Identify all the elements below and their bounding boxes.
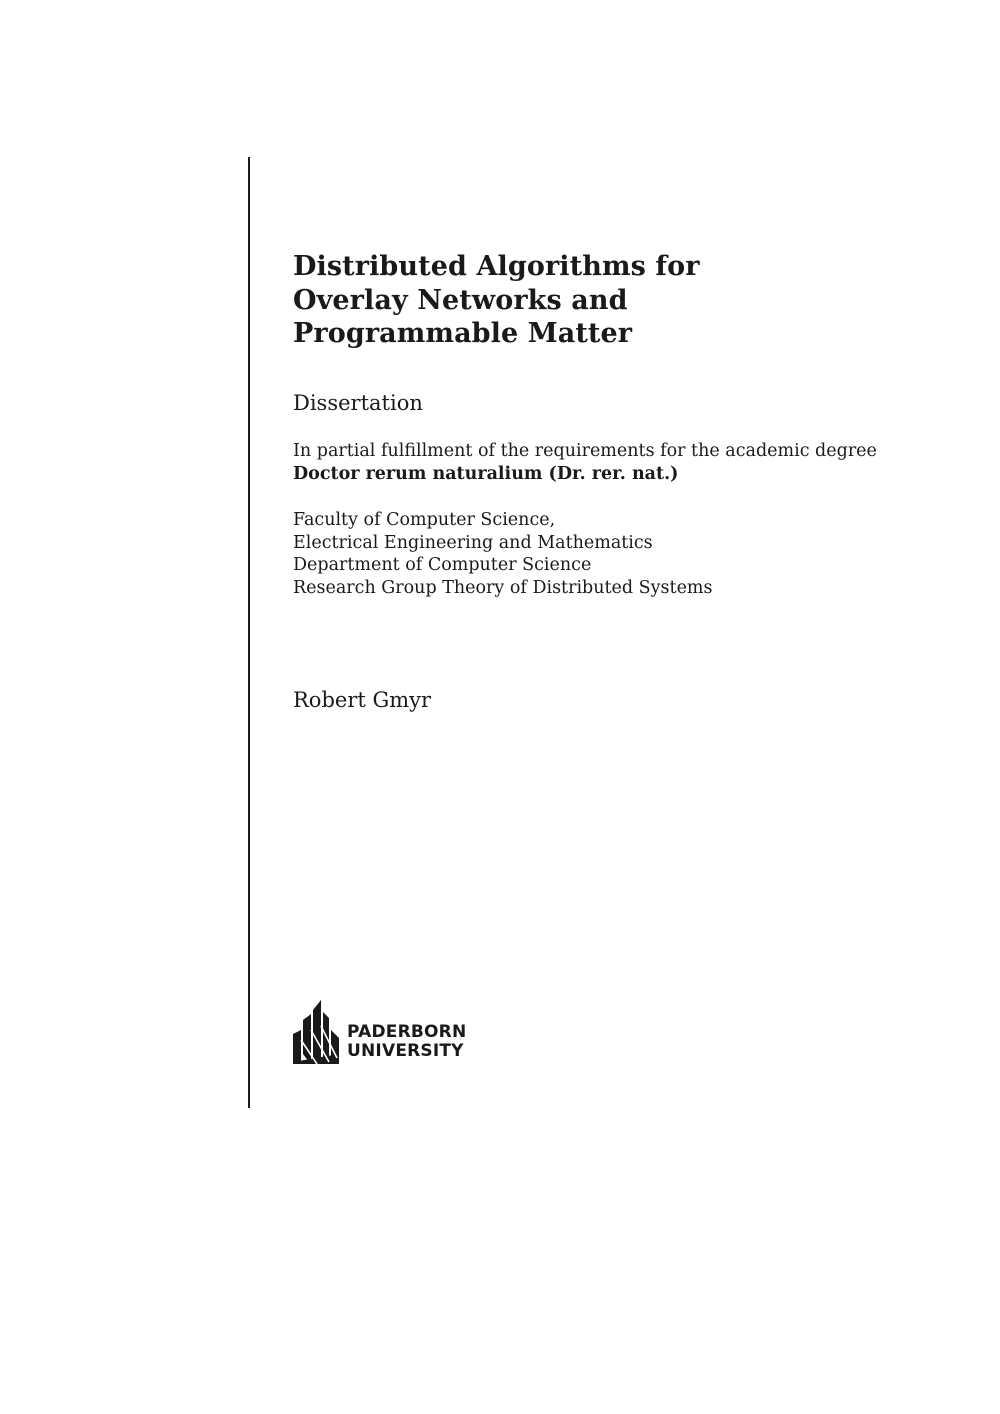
academic-degree: Doctor rerum naturalium (Dr. rer. nat.) <box>293 463 679 484</box>
faculty-line-cont: Electrical Engineering and Mathematics <box>293 532 653 553</box>
vertical-rule <box>248 157 250 1108</box>
logo-wordmark <box>347 1023 466 1061</box>
university-logo <box>293 1000 473 1066</box>
logo-line-1: PADERBORN <box>347 1022 467 1042</box>
title-line-3: Programmable Matter <box>293 318 633 349</box>
paderborn-university-logo-icon <box>293 1000 341 1064</box>
department-line: Department of Computer Science <box>293 555 592 575</box>
author-name: Robert Gmyr <box>293 688 432 712</box>
degree-requirements <box>293 440 877 485</box>
affiliation-block <box>293 509 713 599</box>
title-line-1: Distributed Algorithms for <box>293 251 700 282</box>
document-type: Dissertation <box>293 391 423 415</box>
dissertation-title <box>293 250 700 351</box>
faculty-line: Faculty of Computer Science, <box>293 510 556 530</box>
research-group-line: Research Group Theory of Distributed Systems <box>293 577 713 598</box>
title-line-2: Overlay Networks and <box>293 284 628 316</box>
logo-line-2: UNIVERSITY <box>347 1041 464 1061</box>
requirements-text: In partial fulfillment of the requirements for the academic degree <box>293 441 877 461</box>
